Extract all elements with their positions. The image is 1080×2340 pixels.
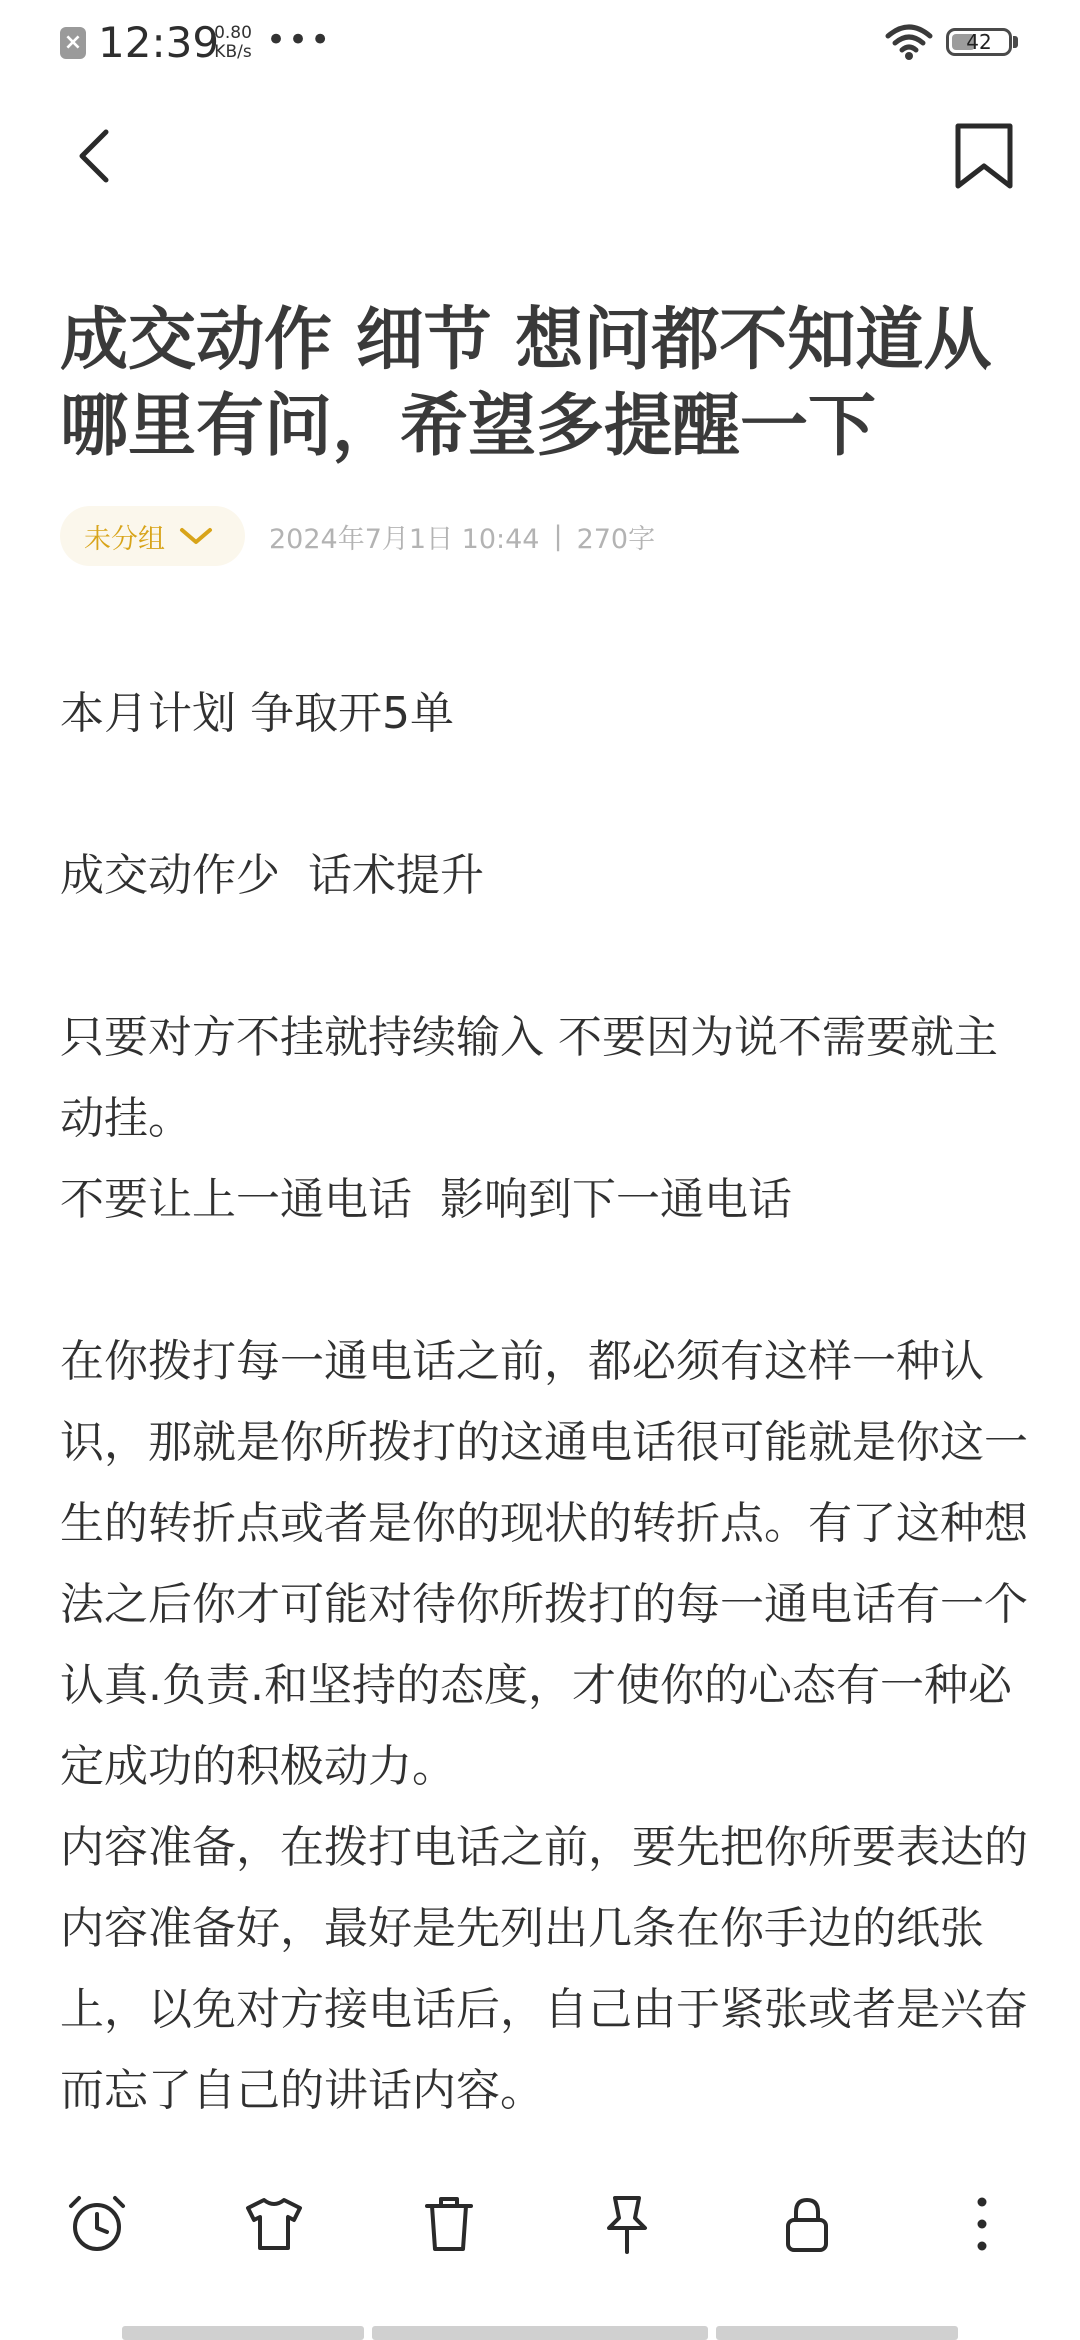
bottom-toolbar — [0, 2150, 1080, 2300]
paragraph: 只要对方不挂就持续输入 不要因为说不需要就主动挂。 — [60, 1012, 998, 1144]
reminder-button[interactable] — [57, 2184, 137, 2264]
status-bar — [0, 0, 1080, 86]
suggestion-bar-segment — [372, 2326, 708, 2340]
suggestion-bar-segment — [122, 2326, 364, 2340]
blank-line — [60, 916, 1040, 997]
lock-icon — [775, 2192, 839, 2256]
pin-button[interactable] — [587, 2184, 667, 2264]
wifi-icon — [884, 22, 934, 62]
paragraph: 成交动作少 话术提升 — [60, 850, 484, 901]
paragraph: 本月计划 争取开5单 — [60, 688, 454, 739]
trash-icon — [417, 2192, 481, 2256]
chevron-left-icon — [60, 120, 132, 192]
battery-level-text: 42 — [966, 30, 992, 54]
word-count: 270字 — [576, 523, 656, 555]
more-vertical-icon — [950, 2192, 1014, 2256]
paragraph: 不要让上一通电话 影响到下一通电话 — [60, 1174, 792, 1225]
toolbar-fade — [0, 2130, 1080, 2150]
network-speed-unit: KB/s — [214, 42, 252, 62]
blank-line — [60, 1240, 1040, 1321]
pin-icon — [595, 2192, 659, 2256]
status-time: 12:39 — [98, 18, 220, 67]
suggestion-bar-segment — [716, 2326, 958, 2340]
paragraph: 内容准备，在拨打电话之前，要先把你所要表达的内容准备好，最好是先列出几条在你手边的纸张上，以免对方接电话后，自己由于紧张或者是兴奋而忘了自己的讲话内容。 — [60, 1822, 1028, 2116]
blank-line — [60, 754, 1040, 835]
network-speed — [208, 24, 258, 62]
group-label: 未分组 — [84, 523, 165, 555]
note-body[interactable] — [60, 673, 1040, 2131]
notification-close-icon: × — [60, 27, 86, 59]
group-selector[interactable] — [60, 506, 245, 566]
alarm-clock-icon — [65, 2192, 129, 2256]
tshirt-icon — [242, 2192, 306, 2256]
network-speed-value: 0.80 — [214, 23, 252, 43]
note-date: 2024年7月1日 10:44 — [269, 523, 540, 555]
more-button[interactable] — [942, 2184, 1022, 2264]
more-notifications-icon: ••• — [266, 20, 333, 60]
lock-button[interactable] — [767, 2184, 847, 2264]
bookmark-button[interactable] — [948, 120, 1020, 192]
theme-button[interactable] — [234, 2184, 314, 2264]
paragraph: 在你拨打每一通电话之前，都必须有这样一种认识，那就是你所拨打的这通电话很可能就是你这一生的转折点或者是你的现状的转折点。有了这种想法之后你才可能对待你所拨打的每一通电话有一个认真.负责.和坚持的态度，才使你的心态有一种必定成功的积极动力。 — [60, 1336, 1028, 1792]
battery-tip — [1013, 36, 1018, 48]
bookmark-icon — [948, 120, 1020, 192]
delete-button[interactable] — [409, 2184, 489, 2264]
battery-icon — [946, 28, 1012, 56]
back-button[interactable] — [60, 120, 132, 192]
note-meta — [60, 506, 655, 566]
meta-separator: | — [553, 520, 563, 552]
chevron-down-icon — [179, 526, 213, 546]
note-title[interactable]: 成交动作 细节 想问都不知道从哪里有问，希望多提醒一下 — [60, 301, 992, 466]
